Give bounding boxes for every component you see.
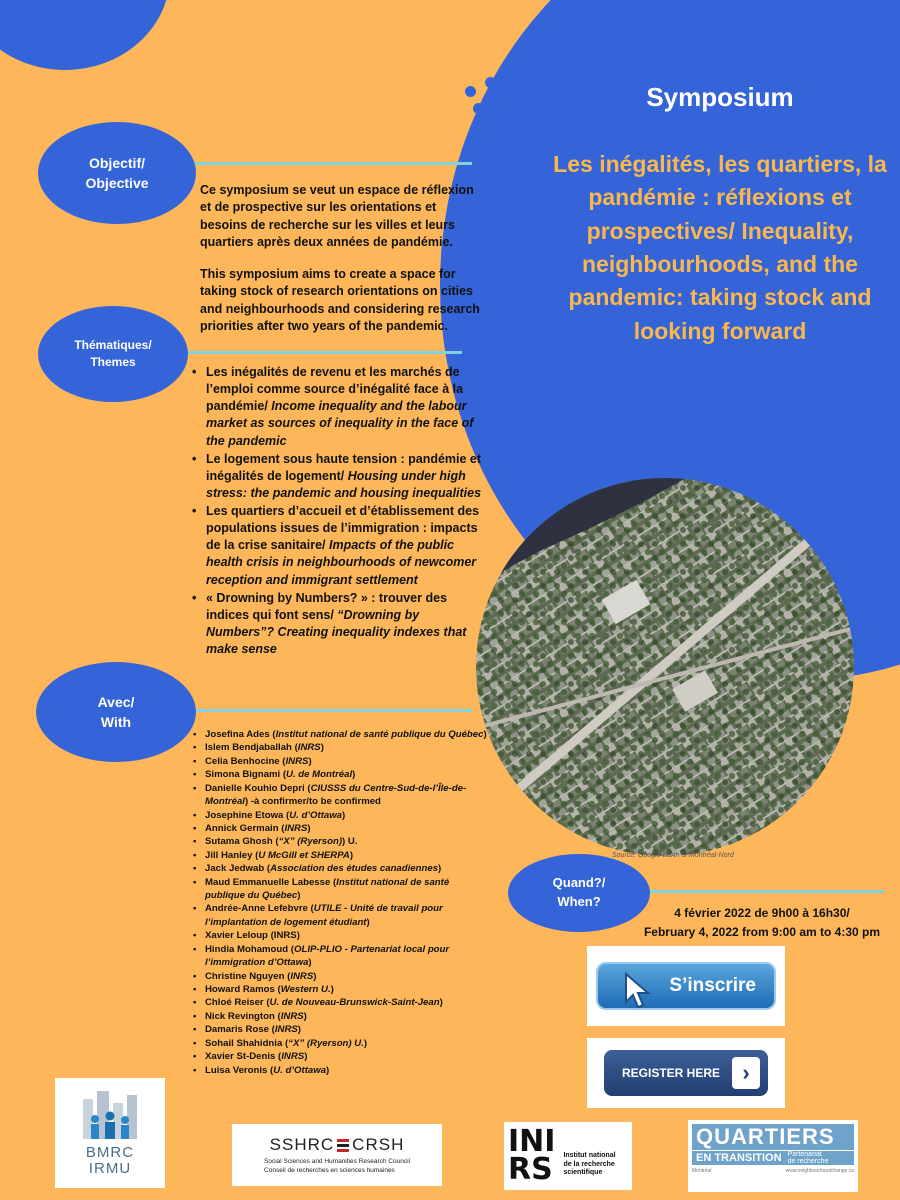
- symposium-label: Symposium: [646, 82, 794, 112]
- bmrc-logo: [55, 1078, 165, 1188]
- decor-dot: [465, 86, 476, 97]
- quartiers-url: www.neighbourhoodchange.ca: [785, 1168, 854, 1174]
- bmrc-logo-line2: IRMU: [88, 1160, 132, 1177]
- with-badge: [36, 662, 196, 762]
- participant-item: • Howard Ramos (Western U.): [191, 983, 491, 996]
- sshrc-mark-right: CRSH: [352, 1135, 405, 1155]
- with-label-en: With: [100, 714, 132, 730]
- participant-item: • Annick Germain (INRS): [191, 822, 491, 835]
- bmrc-buildings-icon: [75, 1089, 145, 1145]
- sshrc-logo: [232, 1124, 442, 1186]
- inrs-logo: [504, 1122, 632, 1190]
- quartiers-tag1: Partenariat: [787, 1151, 822, 1158]
- divider: [160, 709, 472, 712]
- participant-item: • Luisa Veronis (U. d’Ottawa): [191, 1064, 491, 1077]
- aerial-photo-graphic: [476, 478, 854, 856]
- register-fr-label: S’inscrire: [669, 975, 756, 996]
- participant-item: • Jack Jedwab (Association des études canadiennes): [191, 862, 491, 875]
- inrs-line3: scientifique: [563, 1169, 603, 1177]
- decor-dot: [473, 103, 484, 114]
- participant-item: • Sutama Ghosh (“X” (Ryerson)) U.: [191, 835, 491, 848]
- participants-list: [191, 728, 491, 1077]
- themes-list: [188, 364, 488, 659]
- decor-dot: [485, 77, 496, 88]
- participant-item: • Islem Bendjaballah (INRS): [191, 741, 491, 754]
- event-date: [628, 904, 896, 942]
- participant-item: • Simona Bignami (U. de Montréal): [191, 768, 491, 781]
- divider: [160, 351, 462, 354]
- when-label-fr: Quand?/: [552, 875, 606, 891]
- themes-badge: [38, 306, 188, 402]
- participant-item: • Celia Benhocine (INRS): [191, 755, 491, 768]
- inrs-mark-bottom: RS: [508, 1152, 553, 1187]
- participant-item: • Hindia Mohamoud (OLIP-PLIO - Partenariat local pour l’immigration d’Ottawa): [191, 943, 491, 970]
- objective-text-fr: Ce symposium se veut un espace de réflexion et de prospective sur les orientations et besoins de recherche sur les villes et leurs quartiers après deux années de pandémie.: [200, 183, 474, 249]
- photo-caption: Source: Google Earth of Montréal-Nord: [612, 852, 734, 859]
- bmrc-logo-line1: BMRC: [85, 1143, 135, 1161]
- event-date-en: February 4, 2022 from 9:00 am to 4:30 pm: [643, 925, 881, 940]
- sshrc-bars-icon: [337, 1138, 349, 1153]
- decor-dot: [505, 89, 516, 100]
- sshrc-mark-left: SSHRC: [269, 1135, 335, 1155]
- register-en-label: REGISTER HERE: [622, 1066, 721, 1080]
- event-title: Les inégalités, les quartiers, la pandémie : réflexions et prospectives/ Inequality, neighbourhoods, and the pandemic: taking stock and looking forward: [553, 151, 887, 344]
- inrs-line1: Institut national: [563, 1151, 616, 1159]
- decor-dot: [493, 98, 504, 109]
- participant-item: • Damaris Rose (INRS): [191, 1023, 491, 1036]
- participant-item: • Nick Revington (INRS): [191, 1010, 491, 1023]
- divider: [160, 162, 472, 165]
- theme-item: • Les inégalités de revenu et les marchés de l’emploi comme source d’inégalité face à la pandémie/ Income inequality and the labour market as sources of inequality in the face of the pandemic: [188, 364, 488, 450]
- cursor-icon: [624, 972, 654, 1010]
- quartiers-line2: EN TRANSITION: [696, 1152, 782, 1164]
- register-fr-button[interactable]: [596, 962, 776, 1010]
- sshrc-line1: Social Sciences and Humanities Research Council: [264, 1158, 410, 1166]
- quartiers-logo: [688, 1120, 858, 1192]
- register-fr-card: [587, 946, 785, 1026]
- quartiers-tag2: de recherche: [787, 1158, 829, 1165]
- objective-text-en: This symposium aims to create a space for taking stock of research orientations on cities and neighbourhoods and considering research priorities after two years of the pandemic.: [200, 267, 480, 333]
- objective-badge: [38, 122, 196, 224]
- theme-item: • Les quartiers d’accueil et d’établissement des populations issues de l’immigration : impacts de la crise sanitaire/ Impacts of the public health crisis in neighbourhoods of newcomer reception and immigrant settlement: [188, 503, 488, 589]
- themes-label-en: Themes: [90, 355, 136, 369]
- decor-circle-top-left: [0, 0, 170, 70]
- participant-item: • Sohail Shahidnia (“X” (Ryerson) U.): [191, 1037, 491, 1050]
- participant-item: • Maud Emmanuelle Labesse (Institut national de santé publique du Québec): [191, 876, 491, 903]
- sshrc-line2: Conseil de recherches en sciences humaines: [264, 1166, 395, 1174]
- participant-item: • Xavier Leloup (INRS): [191, 929, 491, 942]
- aerial-photo: [476, 478, 854, 856]
- with-label-fr: Avec/: [97, 693, 135, 710]
- themes-label-fr: Thématiques/: [74, 337, 152, 352]
- participant-item: • Danielle Kouhio Depri (CIUSSS du Centre-Sud-de-l’Île-de-Montréal) -à confirmer/to be confirmed: [191, 782, 491, 809]
- participant-item: • Josephine Etowa (U. d’Ottawa): [191, 809, 491, 822]
- register-en-card: [587, 1038, 785, 1108]
- inrs-mark-top: INI: [508, 1123, 556, 1159]
- quartiers-city: Montréal: [692, 1168, 712, 1174]
- participant-item: • Josefina Ades (Institut national de santé publique du Québec): [191, 728, 491, 741]
- participant-item: • Christine Nguyen (INRS): [191, 970, 491, 983]
- register-en-button[interactable]: [604, 1050, 768, 1096]
- objective-label-en: Objective: [85, 175, 149, 191]
- participant-item: • Xavier St-Denis (INRS): [191, 1050, 491, 1063]
- theme-item: • « Drowning by Numbers? » : trouver des indices qui font sens/ “Drowning by Numbers”? Creating inequality indexes that make sense: [188, 590, 488, 659]
- quartiers-line1: QUARTIERS: [692, 1124, 854, 1150]
- chevron-right-icon: ›: [732, 1057, 760, 1089]
- objective-label-fr: Objectif/: [88, 154, 145, 171]
- when-label-en: When?: [557, 894, 601, 909]
- theme-item: • Le logement sous haute tension : pandémie et inégalités de logement/ Housing under high stress: the pandemic and housing inequalities: [188, 451, 488, 502]
- participant-item: • Andrée-Anne Lefebvre (UTILE - Unité de travail pour l’implantation de logement étudiant): [191, 902, 491, 929]
- event-date-fr: 4 février 2022 de 9h00 à 16h30/: [674, 906, 850, 920]
- participant-item: • Jill Hanley (U McGill et SHERPA): [191, 849, 491, 862]
- participant-item: • Chloé Reiser (U. de Nouveau-Brunswick-Saint-Jean): [191, 996, 491, 1009]
- inrs-line2: de la recherche: [563, 1160, 615, 1168]
